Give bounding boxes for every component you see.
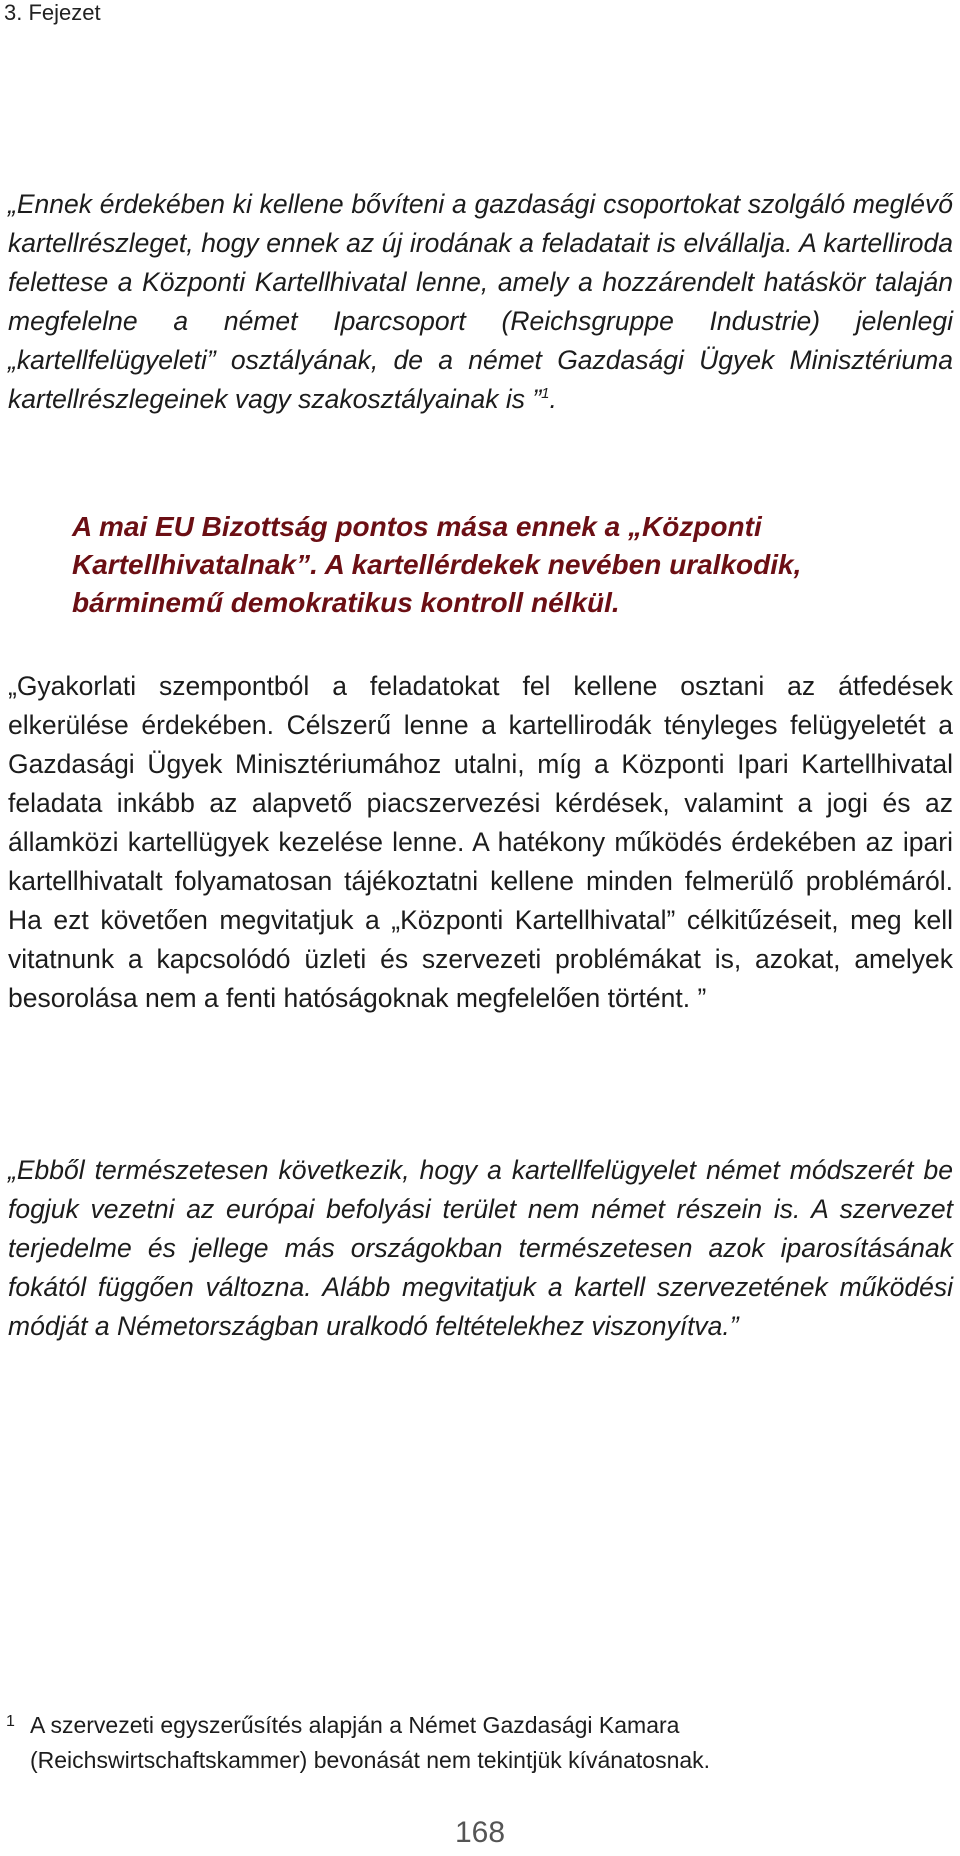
quote-paragraph-2: „Gyakorlati szempontból a feladatokat fel kellene osztani az átfedések elkerülése érdekében. Célszerű lenne a kartellirodák tényleges felügyeletét a Gazdasági Ügyek Minisztériumához utalni, míg a Központi Ipari Kartellhivatal feladata inkább az alapvető piacszervezési kérdések, valamint a jogi és az államközi kartellügyek kezelése lenne. A hatékony működés érdekében az ipari kartellhivatalt folyamatosan tájékoztatni kellene minden felmerülő problémáról. Ha ezt követően megvitatjuk a „Központi Kartellhivatal” célkitűzéseit, meg kell vitatnunk a kapcsolódó üzleti és szervezeti problémákat is, azokat, amelyek besorolása nem a fenti hatóságoknak megfelelően történt. ” bbox=[8, 671, 953, 1013]
quote-paragraph-3: „Ebből természetesen következik, hogy a kartellfelügyelet német módszerét be fogjuk vezetni az európai befolyási terület nem német részein is. A szervezet terjedelme és jellege más országokban természetesen azok iparosításának fokától függően változna. Alább megvitatjuk a kartell szervezetének működési módját a Németországban uralkodó feltételekhez viszonyítva.” bbox=[8, 1155, 953, 1341]
footnote bbox=[6, 1708, 954, 1778]
quote-paragraph-1 bbox=[8, 185, 953, 419]
page-number: 168 bbox=[454, 1816, 506, 1849]
footnote-number: 1 bbox=[6, 1713, 15, 1730]
footnote-text: A szervezeti egyszerűsítés alapján a Német Gazdasági Kamara (Reichswirtschaftskammer) bevonását nem tekintjük kívánatosnak. bbox=[30, 1712, 711, 1773]
quote-paragraph-1-end: . bbox=[549, 384, 557, 414]
highlight-commentary: A mai EU Bizottság pontos mása ennek a „Központi Kartellhivatalnak”. A kartellérdekek nevében uralkodik, bárminemű demokratikus kontroll nélkül. bbox=[72, 511, 802, 618]
chapter-header: 3. Fejezet bbox=[4, 0, 101, 25]
quote-paragraph-1-text: „Ennek érdekében ki kellene bővíteni a gazdasági csoportokat szolgáló meglévő kartellrészleget, hogy ennek az új irodának a feladatait is elvállalja. A kartelliroda felettese a Központi Kartellhivatal lenne, amely a hozzárendelt hatáskör talaján megfelelne a német Iparcsoport (Reichsgruppe Industrie) jelenlegi „kartellfelügyeleti” osztályának, de a német Gazdasági Ügyek Minisztériuma kartellrészlegeinek vagy szakosztályainak is ” bbox=[8, 189, 953, 414]
footnote-reference[interactable]: 1 bbox=[541, 385, 550, 403]
